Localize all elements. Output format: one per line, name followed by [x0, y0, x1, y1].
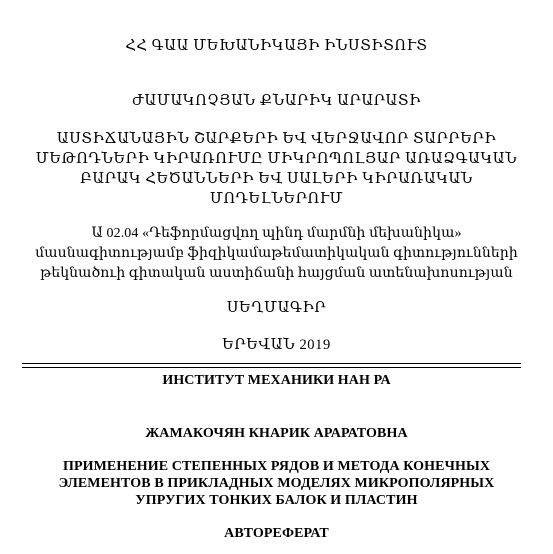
russian-institute-name: ИНСТИТУТ МЕХАНИКИ НАН РА — [162, 373, 391, 388]
divider-rule-top — [22, 363, 521, 364]
armenian-specialty-line-2: մասնագիտությամբ ֆիզիկամաթեմատիկական գիտությունների — [35, 246, 518, 261]
russian-title-line-2: ЭЛЕМЕНТОВ В ПРИКЛАДНЫХ МОДЕЛЯХ МИКРОПОЛЯРНЫХ — [58, 476, 495, 491]
armenian-title-line-2: ՄԵԹՈԴՆԵՐԻ ԿԻՐԱՌՈՒՄԸ ՄԻԿՐՈՊՈԼՅԱՐ ԱՌԱՁԳԱԿԱՆ — [35, 151, 518, 167]
armenian-author-name: ԺԱՄԱԿՈՉՅԱՆ ՔՆԱՐԻԿ ԱՐԱՐԱՏԻ — [132, 93, 421, 109]
armenian-city-year: ԵՐԵՎԱՆ 2019 — [222, 337, 331, 353]
armenian-title-line-3: ԲԱՐԱԿ ՀԵԾԱՆՆԵՐԻ ԵՎ ՍԱԼԵՐԻ ԿԻՐԱՌԱԿԱՆ — [80, 171, 473, 187]
russian-document-type: АВТОРЕФЕРАТ — [224, 526, 329, 541]
russian-title-line-1: ПРИМЕНЕНИЕ СТЕПЕННЫХ РЯДОВ И МЕТОДА КОНЕЧНЫХ — [62, 459, 491, 474]
armenian-document-type: ՍԵՂՄԱԳԻՐ — [226, 300, 327, 316]
armenian-title-line-4: ՄՈԴԵԼՆԵՐՈՒՄ — [209, 191, 344, 207]
divider-rule-bottom — [22, 367, 521, 368]
russian-title-line-3: УПРУГИХ ТОНКИХ БАЛОК И ПЛАСТИН — [135, 493, 418, 508]
armenian-title-line-1: ԱՍՏԻՃԱՆԱՅԻՆ ՇԱՐՔԵՐԻ ԵՎ ՎԵՐՋԱՎՈՐ ՏԱՐՐԵՐԻ — [56, 131, 497, 147]
armenian-institute-name: ՀՀ ԳԱԱ ՄԵԽԱՆԻԿԱՅԻ ԻՆՍՏԻՏՈՒՏ — [125, 38, 428, 54]
armenian-specialty-line-3: թեկնածուի գիտական աստիճանի հայցման ատենախոսության — [40, 266, 513, 281]
armenian-specialty-line-1: Ա 02.04 «Դեֆորմացվող պինդ մարմնի մեխանիկա» — [91, 226, 462, 241]
russian-author-name: ЖАМАКОЧЯН КНАРИК АРАРАТОВНА — [145, 426, 408, 441]
